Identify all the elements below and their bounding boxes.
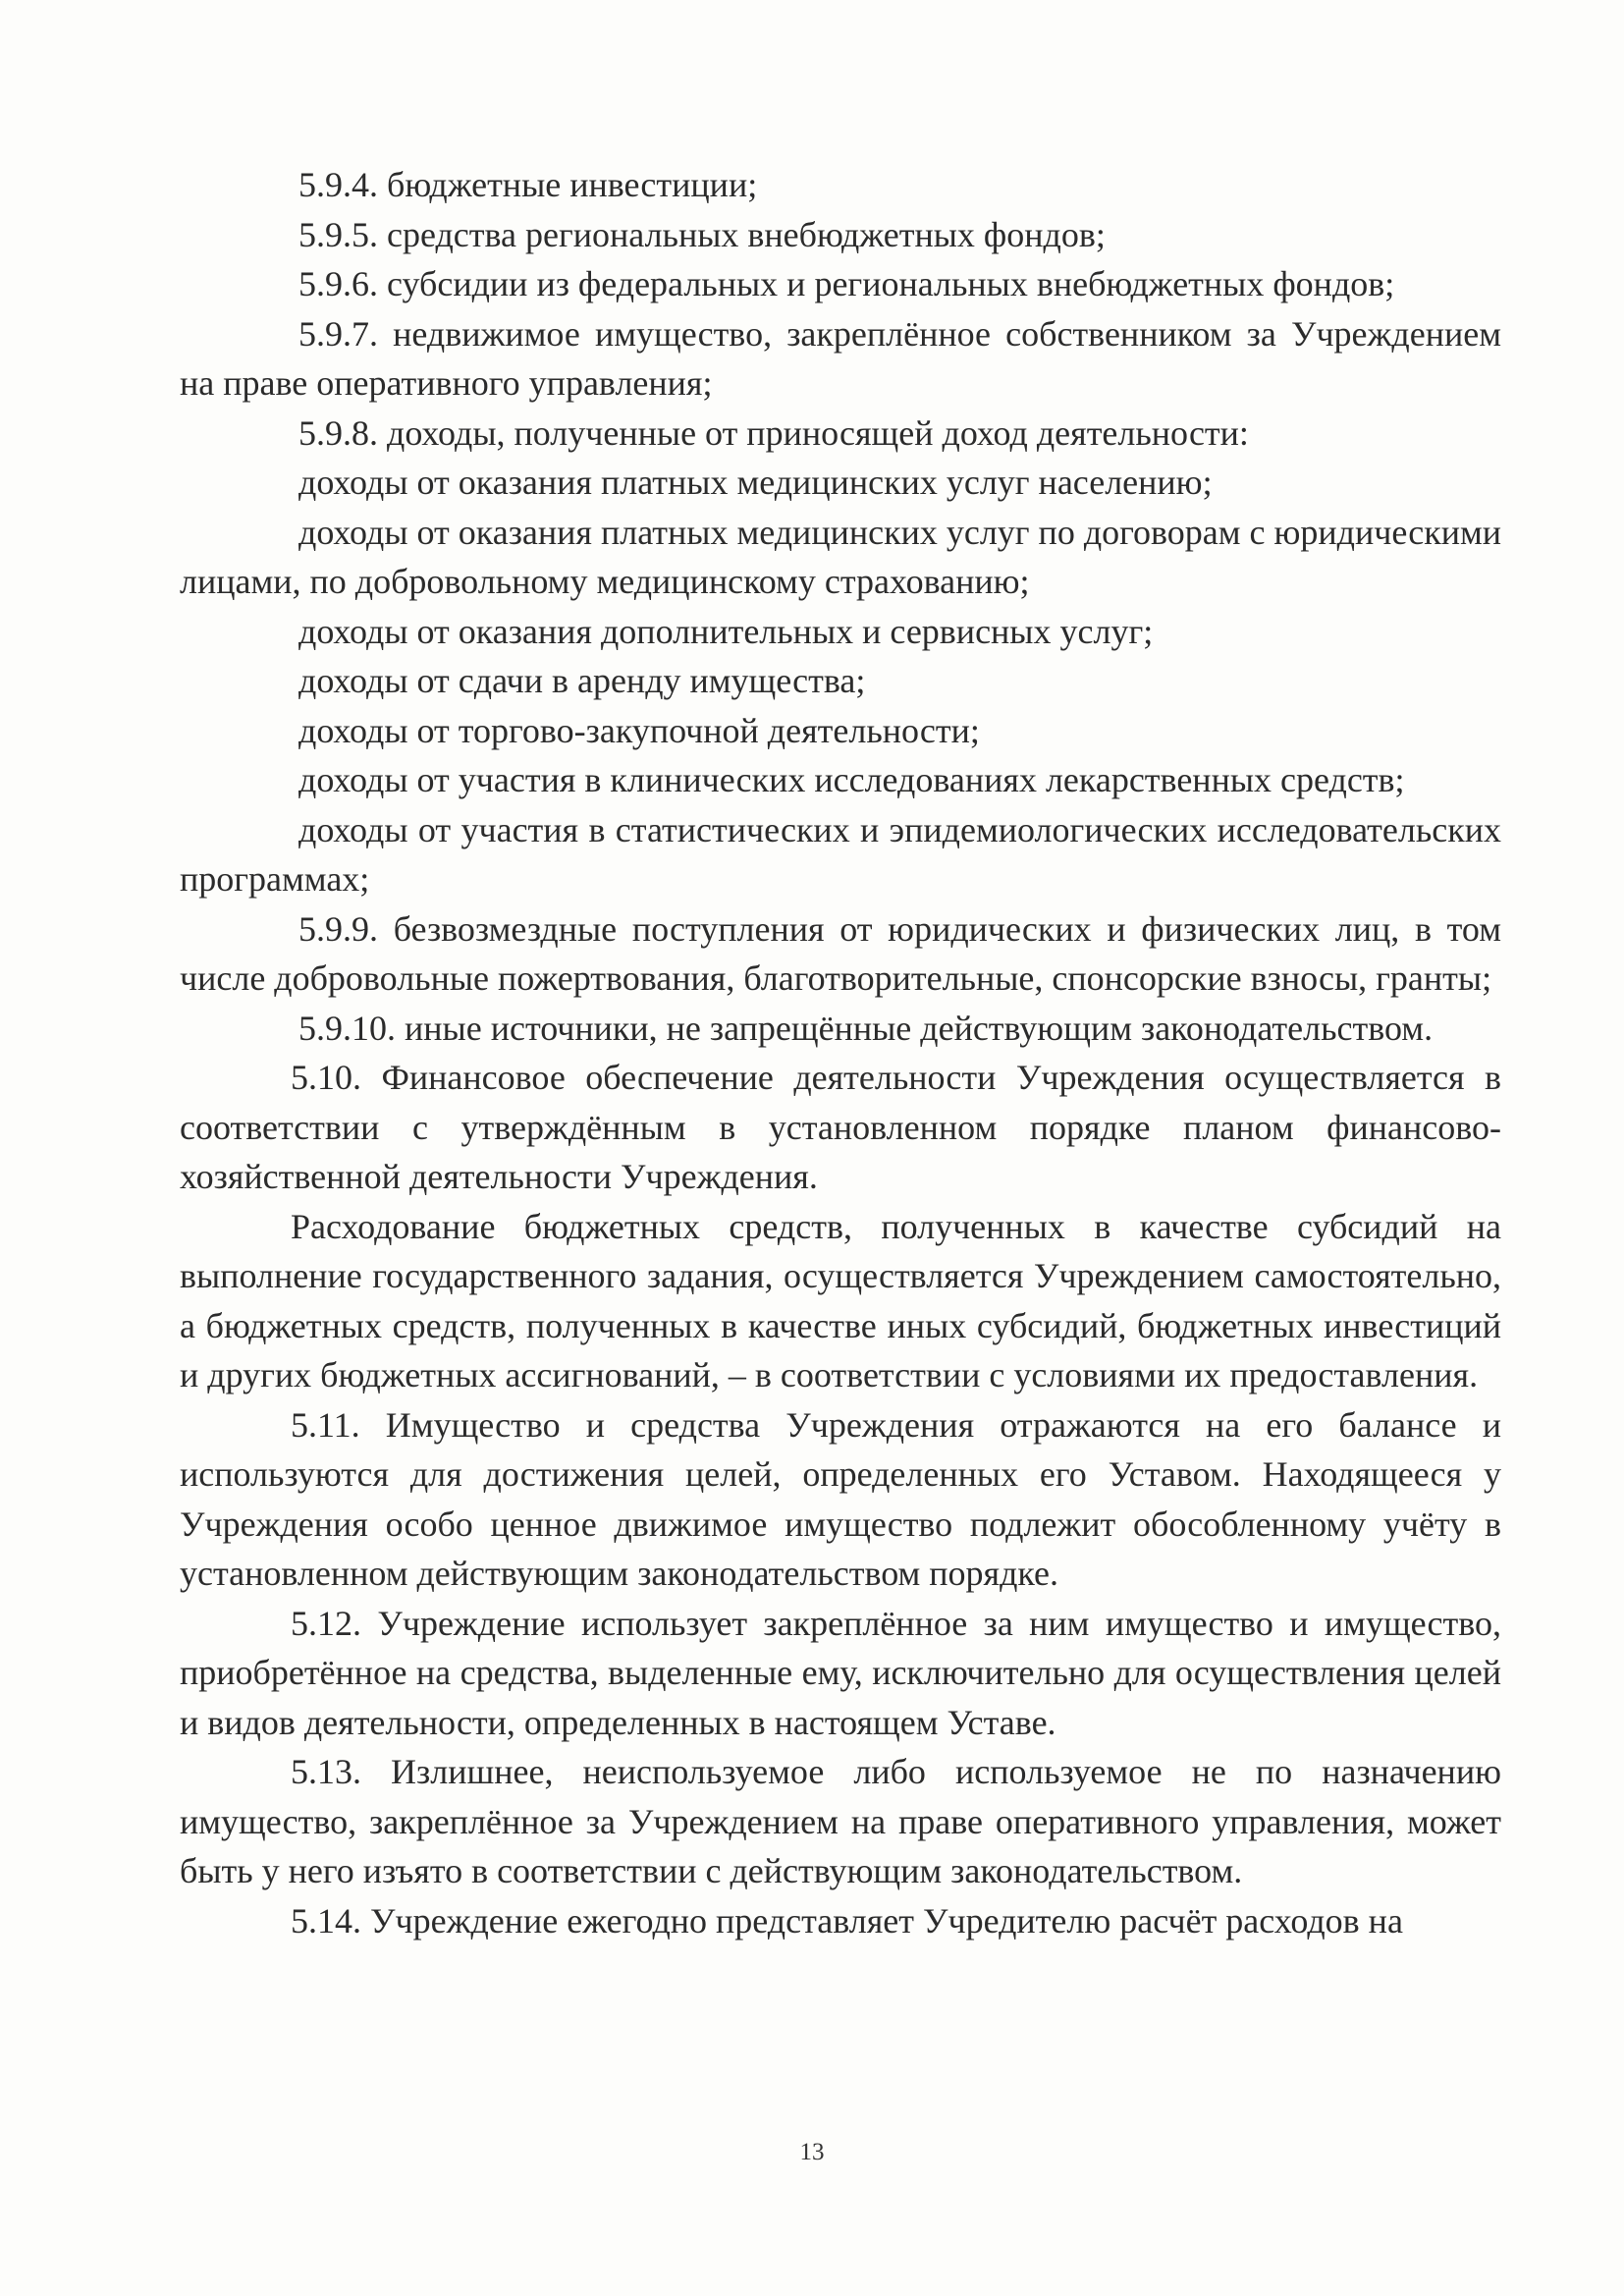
paragraph-income-rent: доходы от сдачи в аренду имущества; [298,661,866,700]
paragraph-5-10: 5.10. Финансовое обеспечение деятельности Учреждения осуществляется в соответствии с утверждённым в установленном порядке планом финансово-хозяйственной деятельности Учреждения. [180,1058,1501,1196]
paragraph-income-clinical-trials: доходы от участия в клинических исследованиях лекарственных средств; [298,760,1405,799]
paragraph-5-14: 5.14. Учреждение ежегодно представляет Учредителю расчёт расходов на [291,1900,1403,1941]
paragraph-income-research-programs: доходы от участия в статистических и эпидемиологических исследовательских программах; [180,809,1501,899]
paragraph-5-9-9: 5.9.9. безвозмездные поступления от юридических и физических лиц, в том числе добровольные пожертвования, благотворительные, спонсорские взносы, гранты; [180,908,1501,998]
paragraph-income-additional-services: доходы от оказания дополнительных и сервисных услуг; [298,611,1154,651]
paragraph-income-trade: доходы от торгово-закупочной деятельности; [298,710,980,750]
paragraph-budget-spending: Расходование бюджетных средств, полученных в качестве субсидий на выполнение государственного задания, осуществляется Учреждением самостоятельно, а бюджетных средств, полученных в качестве иных субсидий, бюджетных инвестиций и других бюджетных ассигнований, – в соответствии с условиями их предоставления. [180,1206,1501,1394]
paragraph-5-9-5: 5.9.5. средства региональных внебюджетных фондов; [298,214,1106,254]
paragraph-5-11: 5.11. Имущество и средства Учреждения отражаются на его балансе и используются для достижения целей, определенных его Уставом. Находящееся у Учреждения особо ценное движимое имущество подлежит обособленному учёту в установленном действующим законодательством порядке. [180,1404,1501,1593]
paragraph-5-9-8: 5.9.8. доходы, полученные от приносящей доход деятельности: [298,412,1249,453]
paragraph-5-13: 5.13. Излишнее, неиспользуемое либо используемое не по назначению имущество, закреплённое за Учреждением на праве оперативного управления, может быть у него изъято в соответствии с действующим законодательством. [180,1752,1501,1890]
paragraph-5-9-7: 5.9.7. недвижимое имущество, закреплённое собственником за Учреждением на праве оперативного управления; [180,313,1501,403]
paragraph-5-9-10: 5.9.10. иные источники, не запрещённые действующим законодательством. [298,1008,1434,1048]
body-text [180,160,1501,1945]
paragraph-income-paid-services: доходы от оказания платных медицинских услуг населению; [298,463,1213,502]
paragraph-5-9-6: 5.9.6. субсидии из федеральных и региональных внебюджетных фондов; [298,264,1395,303]
paragraph-5-9-4: 5.9.4. бюджетные инвестиции; [298,165,758,204]
paragraph-5-12: 5.12. Учреждение использует закреплённое за ним имущество и имущество, приобретённое на средства, выделенные ему, исключительно для осуществления целей и видов деятельности, определенных в настоящем Уставе. [180,1603,1501,1742]
paragraph-income-contracts: доходы от оказания платных медицинских услуг по договорам с юридическими лицами, по добровольному медицинскому страхованию; [180,512,1502,601]
page-number: 13 [799,2139,825,2165]
